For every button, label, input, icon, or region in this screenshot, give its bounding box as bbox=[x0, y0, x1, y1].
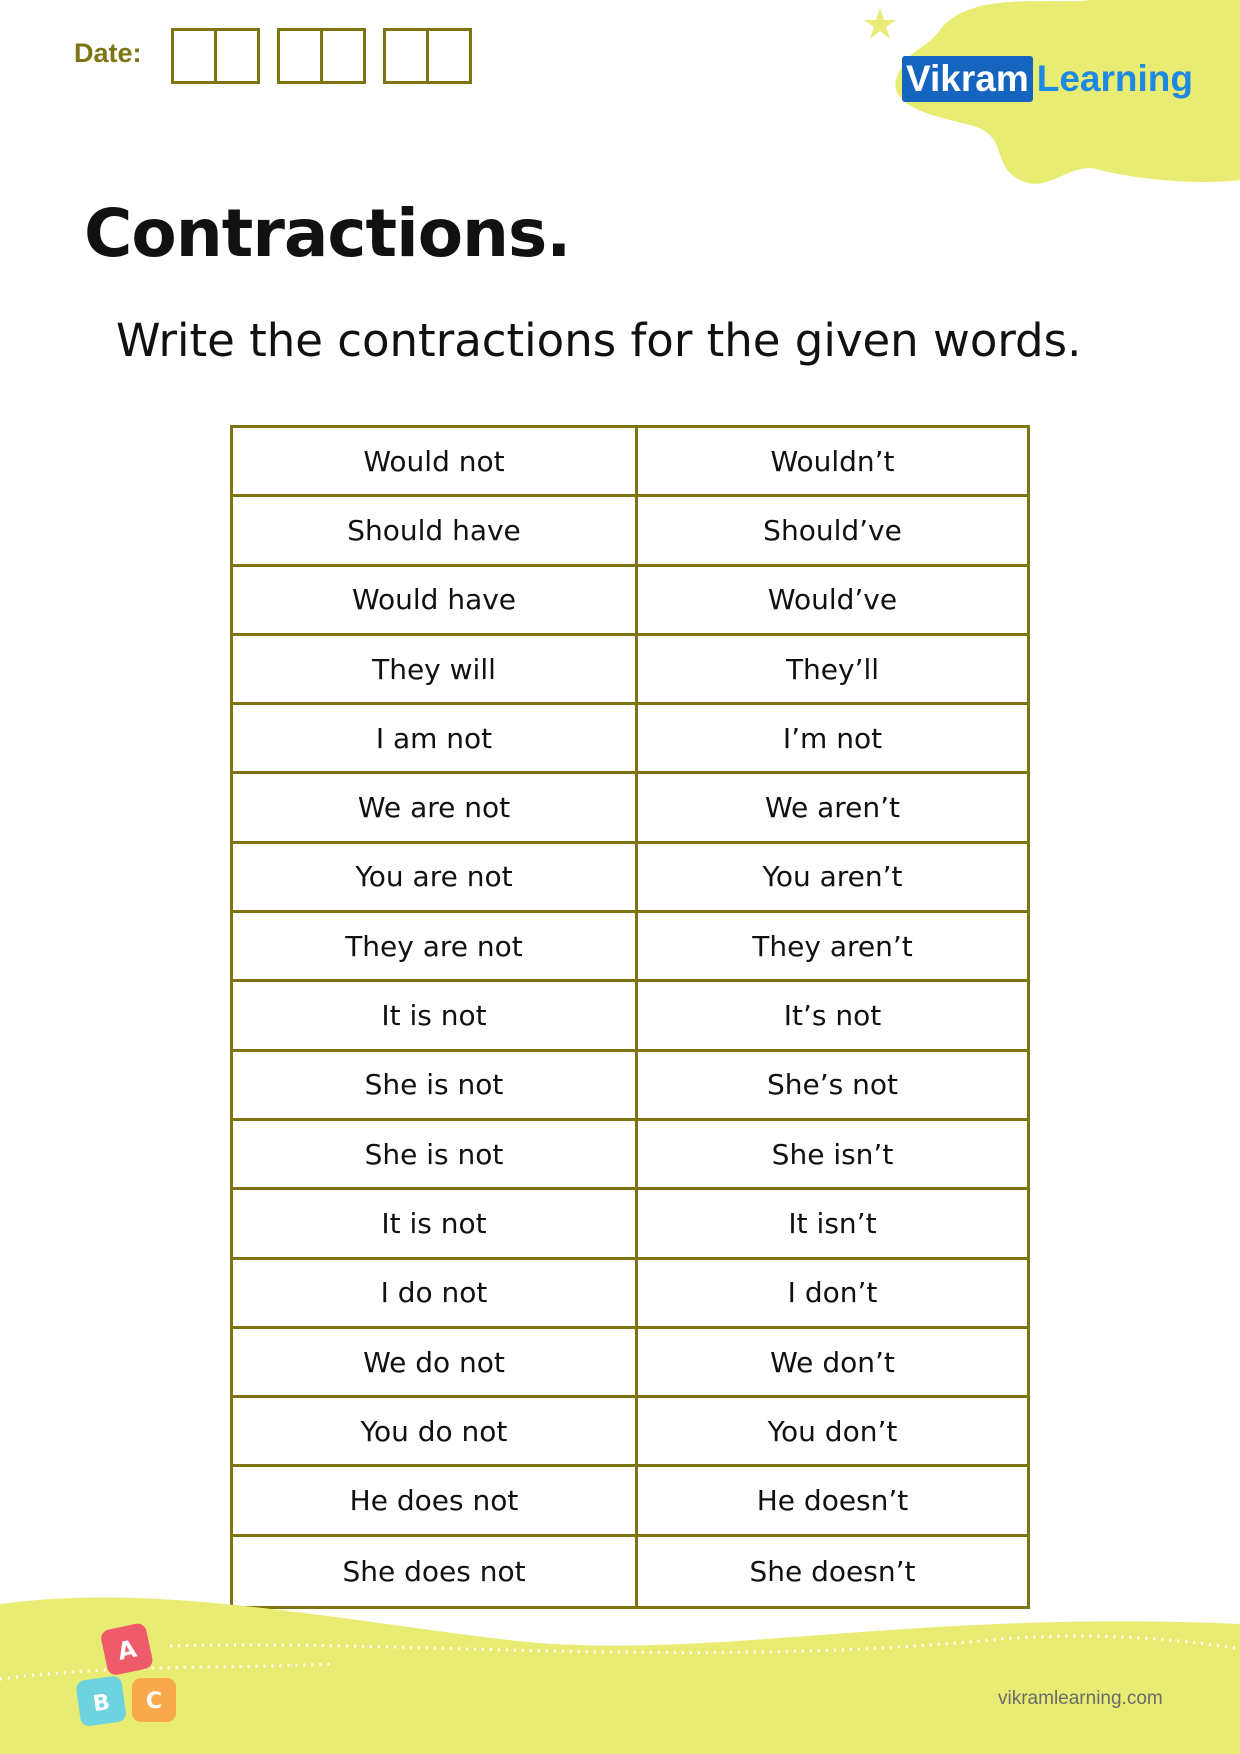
table-row bbox=[233, 497, 1027, 566]
contraction-cell[interactable]: They’ll bbox=[785, 652, 880, 686]
footer-url[interactable]: vikramlearning.com bbox=[998, 1688, 1163, 1709]
contraction-cell[interactable]: It isn’t bbox=[788, 1206, 877, 1240]
table-row bbox=[233, 567, 1027, 636]
words-cell: They will bbox=[233, 636, 638, 702]
logo-vikram: Vikram bbox=[902, 56, 1033, 102]
words-cell: You are not bbox=[233, 844, 638, 910]
abc-blocks-icon bbox=[70, 1620, 190, 1740]
contraction-cell[interactable]: She’s not bbox=[767, 1068, 898, 1102]
contraction-cell[interactable]: I’m not bbox=[782, 721, 883, 755]
table-row bbox=[233, 982, 1027, 1051]
date-day-box[interactable] bbox=[171, 28, 260, 84]
table-row bbox=[233, 1190, 1027, 1259]
words-cell: Would have bbox=[233, 567, 638, 633]
table-row bbox=[233, 636, 1027, 705]
contractions-table bbox=[230, 425, 1030, 1609]
block-b: B bbox=[91, 1690, 112, 1718]
words-cell: Should have bbox=[233, 497, 638, 563]
table-row bbox=[233, 1121, 1027, 1190]
table-row bbox=[233, 428, 1027, 497]
words-cell: They are not bbox=[233, 913, 638, 979]
contraction-cell[interactable]: We don’t bbox=[770, 1345, 895, 1379]
words-cell: It is not bbox=[233, 982, 638, 1048]
date-month-box[interactable] bbox=[277, 28, 366, 84]
words-cell: She is not bbox=[233, 1052, 638, 1118]
contraction-cell[interactable]: She isn’t bbox=[771, 1137, 894, 1171]
block-c: C bbox=[145, 1689, 163, 1714]
contraction-cell[interactable]: They aren’t bbox=[752, 929, 913, 963]
logo-learning: Learning bbox=[1036, 58, 1193, 99]
instruction-text: Write the contractions for the given words. bbox=[116, 314, 1082, 367]
table-row bbox=[233, 705, 1027, 774]
contraction-cell[interactable]: He doesn’t bbox=[756, 1484, 909, 1518]
words-cell: Would not bbox=[233, 428, 638, 494]
date-label: Date: bbox=[74, 38, 142, 68]
table-row bbox=[233, 1398, 1027, 1467]
vikram-learning-logo bbox=[902, 56, 1193, 102]
contraction-cell[interactable]: I don’t bbox=[787, 1276, 878, 1310]
table-row bbox=[233, 913, 1027, 982]
words-cell: You do not bbox=[233, 1398, 638, 1464]
words-cell: I do not bbox=[233, 1260, 638, 1326]
words-cell: We do not bbox=[233, 1329, 638, 1395]
page-title: Contractions. bbox=[84, 195, 571, 272]
contraction-cell[interactable]: It’s not bbox=[783, 999, 882, 1033]
contraction-cell[interactable]: Wouldn’t bbox=[770, 444, 895, 478]
contraction-cell[interactable]: Would’ve bbox=[767, 583, 898, 617]
table-row bbox=[233, 844, 1027, 913]
words-cell: She is not bbox=[233, 1121, 638, 1187]
contraction-cell[interactable]: We aren’t bbox=[764, 791, 901, 825]
words-cell: We are not bbox=[233, 774, 638, 840]
contraction-cell[interactable]: She doesn’t bbox=[749, 1554, 916, 1588]
words-cell: I am not bbox=[233, 705, 638, 771]
contraction-cell[interactable]: Should’ve bbox=[763, 513, 902, 547]
words-cell: She does not bbox=[233, 1537, 638, 1606]
words-cell: It is not bbox=[233, 1190, 638, 1256]
table-row bbox=[233, 1329, 1027, 1398]
contraction-cell[interactable]: You don’t bbox=[767, 1414, 898, 1448]
table-row bbox=[233, 1260, 1027, 1329]
table-row bbox=[233, 1467, 1027, 1536]
block-a: A bbox=[115, 1634, 140, 1666]
date-year-box[interactable] bbox=[383, 28, 472, 84]
table-row bbox=[233, 774, 1027, 843]
table-row bbox=[233, 1052, 1027, 1121]
contraction-cell[interactable]: You aren’t bbox=[762, 860, 903, 894]
words-cell: He does not bbox=[233, 1467, 638, 1533]
